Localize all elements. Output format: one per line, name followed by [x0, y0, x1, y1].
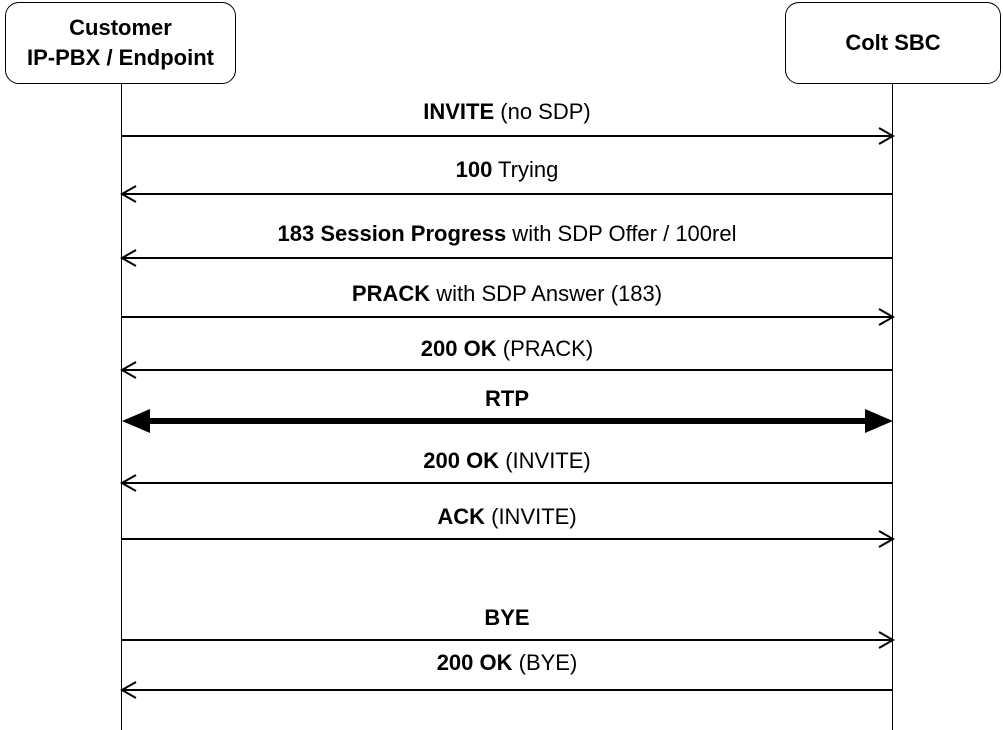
- participant-customer-line1: Customer: [69, 15, 172, 40]
- message-arrow-8: [122, 632, 893, 648]
- message-label-ack: ACK (INVITE): [437, 504, 577, 529]
- message-label-invite: INVITE (no SDP): [423, 99, 591, 124]
- message-arrow-2: [122, 250, 893, 266]
- message-label-100-trying: 100 Trying: [455, 157, 559, 182]
- message-label-183-session-progress: 183 Session Progress with SDP Offer / 100rel: [277, 221, 737, 246]
- message-label-200-ok-prack: 200 OK (PRACK): [420, 336, 594, 361]
- message-label-200-ok-bye: 200 OK (BYE): [436, 650, 578, 675]
- message-label-prack: PRACK with SDP Answer (183): [351, 281, 663, 306]
- participant-customer-line2: IP-PBX / Endpoint: [27, 45, 214, 70]
- message-label-bye: BYE: [484, 605, 530, 630]
- message-arrow-5: [122, 409, 893, 433]
- participant-sbc-label: Colt SBC: [845, 30, 941, 55]
- message-arrow-6: [122, 475, 893, 491]
- message-label-rtp: RTP: [485, 386, 529, 411]
- message-arrow-1: [122, 186, 893, 202]
- message-arrow-7: [122, 531, 893, 547]
- message-arrow-4: [122, 362, 893, 378]
- message-label-200-ok-invite: 200 OK (INVITE): [423, 448, 591, 473]
- message-arrow-9: [122, 682, 893, 698]
- message-arrow-3: [122, 309, 893, 325]
- message-arrow-0: [122, 128, 893, 144]
